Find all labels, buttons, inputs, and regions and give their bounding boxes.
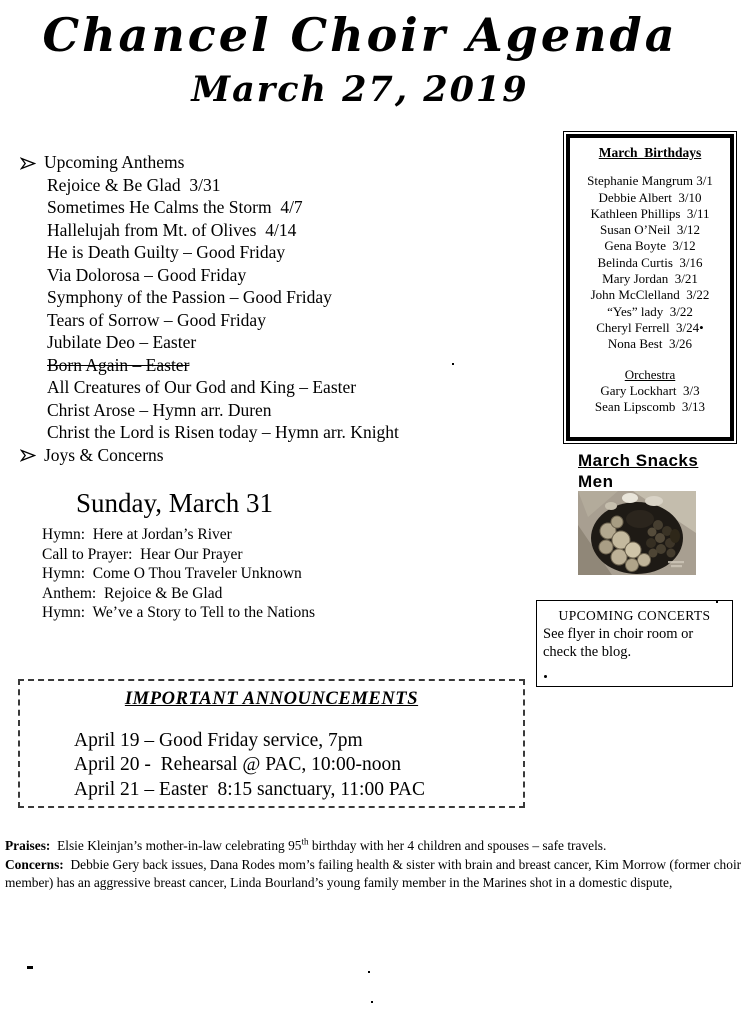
birthday-item: John McClelland 3/22: [590, 287, 710, 303]
birthdays-box: [563, 131, 737, 444]
anthem-item: Christ Arose – Hymn arr. Duren: [47, 399, 272, 420]
title-block: [0, 4, 720, 114]
service-line: Anthem: Rejoice & Be Glad: [42, 584, 223, 602]
anthem-item: Jubilate Deo – Easter: [47, 332, 197, 352]
orchestra-item: Sean Lipscomb 3/13: [594, 399, 706, 415]
concerts-body: See flyer in choir room or check the blog.: [543, 626, 694, 660]
anthem-item: Rejoice & Be Glad 3/31: [47, 174, 221, 195]
birthday-item: Cheryl Ferrell 3/24•: [596, 319, 704, 335]
concerns-line: [5, 856, 745, 893]
joys-concerns-heading-line: [20, 444, 535, 467]
anthem-item: Hallelujah from Mt. of Olives 4/14: [47, 219, 297, 240]
scan-speck: [368, 971, 370, 973]
anthem-item: All Creatures of Our God and King – Easter: [47, 377, 357, 397]
snacks-plate-photo: [578, 491, 696, 575]
concerts-heading: UPCOMING CONCERTS: [558, 608, 711, 623]
service-order-list: [42, 525, 522, 623]
scan-speck: [27, 966, 33, 969]
birthday-item: Debbie Albert 3/10: [598, 189, 702, 205]
page-title: Chancel Choir Agenda: [42, 8, 678, 62]
announcements-box: [18, 679, 525, 808]
announcement-item: April 20 - Rehearsal @ PAC, 10:00-noon: [74, 754, 402, 776]
announcement-item: April 21 – Easter 8:15 sanctuary, 11:00 PAC: [74, 778, 425, 800]
page-date: March 27, 2019: [191, 69, 529, 110]
anthem-item: Christ the Lord is Risen today – Hymn arr. Knight: [47, 422, 399, 442]
anthem-list: [20, 174, 535, 444]
orchestra-item: Gary Lockhart 3/3: [600, 382, 700, 398]
sunday-service-section: [42, 487, 522, 623]
upcoming-anthems-heading-line: [20, 151, 535, 174]
orchestra-list: [570, 383, 730, 416]
scan-speck: [452, 363, 454, 365]
service-line: Call to Prayer: Hear Our Prayer: [42, 545, 243, 563]
anthem-item: He is Death Guilty – Good Friday: [47, 242, 286, 262]
concerns-label: Concerns:: [5, 856, 64, 872]
praises-ordinal: th: [301, 836, 309, 847]
upcoming-concerts-box: [536, 600, 733, 687]
announcements-heading: IMPORTANT ANNOUNCEMENTS: [124, 689, 419, 709]
service-heading: Sunday, March 31: [76, 488, 273, 518]
orchestra-heading: Orchestra: [624, 366, 676, 382]
stray-dot: [544, 675, 547, 678]
concerns-text: Debbie Gery back issues, Dana Rodes mom’s failing health & sister with brain and breast cancer, Kim Morrow (former choir member) has an aggressive breast cancer, Linda Bourland’s young family member in the Marines shot in a domestic dispute,: [5, 856, 745, 891]
snacks-heading: March Snacks: [578, 451, 699, 470]
anthem-item-struck: Born Again – Easter: [47, 354, 190, 375]
birthday-item: Mary Jordan 3/21: [602, 271, 698, 287]
praises-label: Praises:: [5, 838, 51, 853]
praises-text-post: birthday with her 4 children and spouses – safe travels.: [308, 838, 607, 853]
scan-speck: [716, 601, 718, 603]
anthem-item: Via Dolorosa – Good Friday: [47, 264, 247, 285]
birthday-item: Nona Best 3/26: [607, 336, 693, 352]
birthdays-heading: March Birthdays: [598, 145, 702, 160]
announcement-item: April 19 – Good Friday service, 7pm: [74, 730, 363, 751]
birthday-item: Gena Boyte 3/12: [604, 238, 696, 254]
joys-concerns-heading: Joys & Concerns: [44, 444, 164, 465]
service-line: Hymn: Come O Thou Traveler Unknown: [42, 565, 302, 583]
anthem-item: Sometimes He Calms the Storm 4/7: [47, 197, 303, 217]
service-line: Hymn: We’ve a Story to Tell to the Nations: [42, 604, 316, 622]
birthday-item: Kathleen Phillips 3/11: [590, 205, 710, 221]
anthem-item: Tears of Sorrow – Good Friday: [47, 309, 266, 330]
arrow-bullet-icon: [20, 449, 36, 462]
upcoming-anthems-heading: Upcoming Anthems: [44, 152, 185, 172]
announcements-list: [74, 729, 523, 802]
birthdays-box-inner: [566, 134, 734, 441]
scan-speck: [371, 1001, 373, 1003]
birthday-item: Stephanie Mangrum 3/1: [587, 173, 713, 189]
birthday-item: “Yes” lady 3/22: [607, 303, 693, 319]
upcoming-anthems-section: [20, 151, 535, 466]
birthdays-list: [570, 173, 730, 352]
arrow-bullet-icon: [20, 157, 36, 170]
snacks-section: [578, 450, 698, 492]
footer-notes: [5, 836, 745, 893]
praises-text-pre: Elsie Kleinjan’s mother-in-law celebrating 95: [50, 838, 302, 853]
praises-line: [5, 837, 742, 856]
service-line: Hymn: Here at Jordan’s River: [42, 526, 232, 543]
birthday-item: Susan O’Neil 3/12: [599, 222, 701, 238]
anthem-item: Symphony of the Passion – Good Friday: [47, 287, 332, 307]
snacks-subheading: Men: [578, 472, 614, 491]
birthday-item: Belinda Curtis 3/16: [597, 254, 703, 270]
